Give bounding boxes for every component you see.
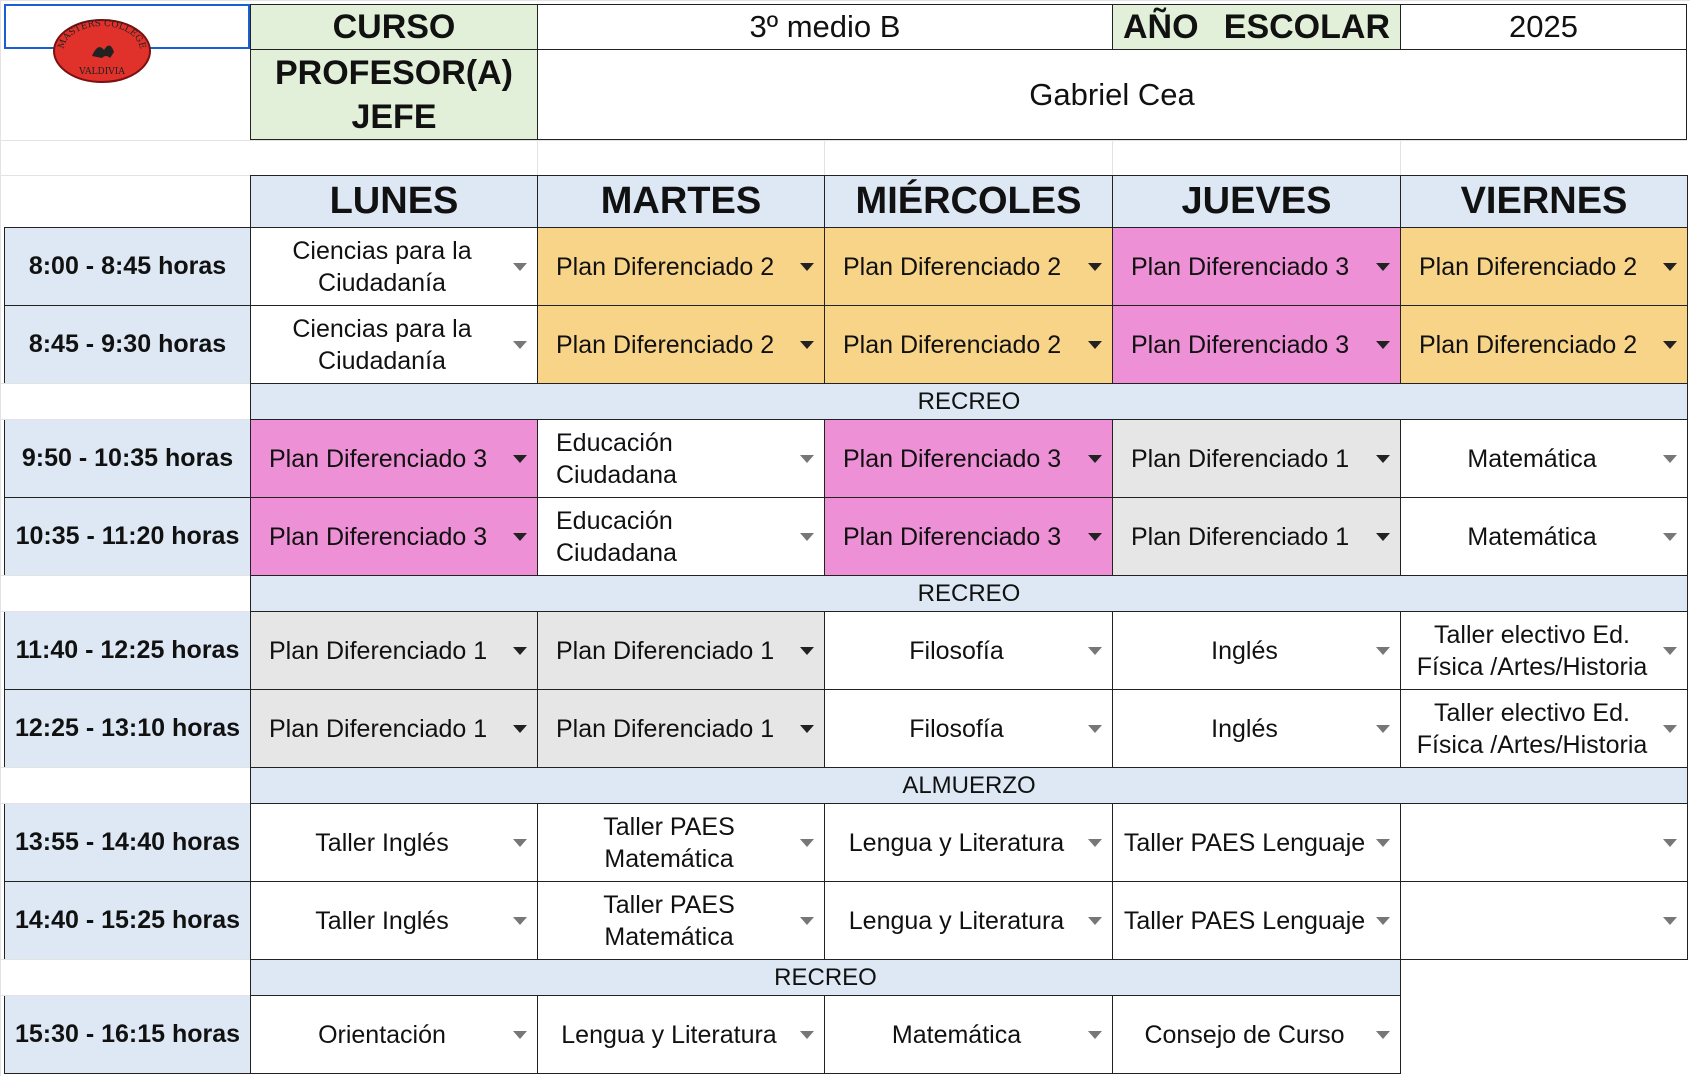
dropdown-chevron-icon[interactable] xyxy=(800,1031,814,1039)
subject-dropdown-cell[interactable] xyxy=(1400,611,1688,690)
subject-dropdown-cell[interactable] xyxy=(824,419,1113,498)
subject-dropdown-cell[interactable] xyxy=(1112,305,1401,384)
curso-label: CURSO xyxy=(250,4,538,50)
subject-label: Plan Diferenciado 1 xyxy=(269,636,488,665)
subject-label: Lengua y Literatura xyxy=(848,828,1065,857)
subject-dropdown-cell[interactable] xyxy=(250,689,538,768)
dropdown-chevron-icon[interactable] xyxy=(1088,917,1102,925)
subject-label: Consejo de Curso xyxy=(1144,1020,1345,1049)
subject-label: Plan Diferenciado 3 xyxy=(843,444,1062,473)
subject-dropdown-cell[interactable] xyxy=(824,305,1113,384)
ano-escolar-label xyxy=(1112,4,1401,50)
subject-dropdown-cell[interactable] xyxy=(537,227,825,306)
subject-label: Orientación xyxy=(318,1020,446,1049)
subject-dropdown-cell[interactable] xyxy=(1400,419,1688,498)
subject-dropdown-cell[interactable] xyxy=(1400,227,1688,306)
dropdown-chevron-icon[interactable] xyxy=(1088,1031,1102,1039)
time-slot: 13:55 - 14:40 horas xyxy=(4,803,251,882)
subject-label: Plan Diferenciado 2 xyxy=(843,252,1062,281)
subject-dropdown-cell[interactable] xyxy=(537,305,825,384)
dropdown-chevron-icon[interactable] xyxy=(1376,533,1390,541)
dropdown-chevron-icon[interactable] xyxy=(800,647,814,655)
subject-label: Plan Diferenciado 3 xyxy=(1131,330,1350,359)
dropdown-chevron-icon[interactable] xyxy=(513,533,527,541)
subject-dropdown-cell[interactable] xyxy=(1400,689,1688,768)
subject-label: Taller electivo Ed. Física /Artes/Historia xyxy=(1416,620,1648,681)
subject-label: Plan Diferenciado 1 xyxy=(1131,522,1350,551)
subject-label: Plan Diferenciado 1 xyxy=(556,636,775,665)
subject-dropdown-cell[interactable] xyxy=(1112,803,1401,882)
subject-dropdown-cell[interactable] xyxy=(1400,497,1688,576)
subject-label: Filosofía xyxy=(909,636,1004,665)
subject-label: Matemática xyxy=(891,1020,1022,1049)
subject-dropdown-cell[interactable] xyxy=(250,881,538,960)
subject-label: Plan Diferenciado 3 xyxy=(269,522,488,551)
dropdown-chevron-icon[interactable] xyxy=(1376,647,1390,655)
subject-label: Taller PAES Matemática xyxy=(603,890,735,951)
subject-label: Taller PAES Lenguaje xyxy=(1123,828,1366,857)
subject-label: Plan Diferenciado 2 xyxy=(556,252,775,281)
dropdown-chevron-icon[interactable] xyxy=(1376,917,1390,925)
dropdown-chevron-icon[interactable] xyxy=(1663,533,1677,541)
subject-label: Plan Diferenciado 1 xyxy=(556,714,775,743)
subject-label: Matemática xyxy=(1467,522,1597,551)
dropdown-chevron-icon[interactable] xyxy=(513,341,527,349)
dropdown-chevron-icon[interactable] xyxy=(1663,917,1677,925)
subject-label: Lengua y Literatura xyxy=(848,906,1065,935)
subject-dropdown-cell[interactable] xyxy=(1112,689,1401,768)
profesor-value[interactable]: Gabriel Cea xyxy=(537,49,1687,140)
subject-label: Plan Diferenciado 3 xyxy=(843,522,1062,551)
dropdown-chevron-icon[interactable] xyxy=(513,725,527,733)
school-logo xyxy=(52,18,152,84)
subject-dropdown-cell[interactable] xyxy=(250,419,538,498)
subject-dropdown-cell[interactable] xyxy=(537,419,825,498)
dropdown-chevron-icon[interactable] xyxy=(800,533,814,541)
time-slot: 12:25 - 13:10 horas xyxy=(4,689,251,768)
subject-dropdown-cell[interactable] xyxy=(824,803,1113,882)
subject-dropdown-cell[interactable] xyxy=(824,227,1113,306)
subject-label: Plan Diferenciado 3 xyxy=(1131,252,1350,281)
dropdown-chevron-icon[interactable] xyxy=(513,647,527,655)
subject-dropdown-cell[interactable] xyxy=(250,995,538,1074)
subject-label: Plan Diferenciado 2 xyxy=(1419,252,1638,281)
subject-dropdown-cell[interactable] xyxy=(537,881,825,960)
subject-dropdown-cell[interactable] xyxy=(824,881,1113,960)
dropdown-chevron-icon[interactable] xyxy=(1088,533,1102,541)
subject-dropdown-cell[interactable] xyxy=(250,305,538,384)
day-header-1: MARTES xyxy=(537,175,825,228)
dropdown-chevron-icon[interactable] xyxy=(1376,263,1390,271)
subject-label: Inglés xyxy=(1211,714,1278,743)
dropdown-chevron-icon[interactable] xyxy=(1088,341,1102,349)
dropdown-chevron-icon[interactable] xyxy=(513,455,527,463)
subject-dropdown-cell[interactable] xyxy=(537,611,825,690)
subject-dropdown-cell[interactable] xyxy=(250,227,538,306)
jefe-label: JEFE xyxy=(351,97,437,136)
subject-dropdown-cell[interactable] xyxy=(1112,227,1401,306)
dropdown-chevron-icon[interactable] xyxy=(1088,647,1102,655)
subject-dropdown-cell[interactable] xyxy=(1112,995,1401,1074)
subject-dropdown-cell[interactable] xyxy=(1112,881,1401,960)
subject-dropdown-cell[interactable] xyxy=(250,803,538,882)
subject-dropdown-cell[interactable] xyxy=(824,611,1113,690)
break-band-recreo-1: RECREO xyxy=(250,383,1688,420)
subject-label: Taller electivo Ed. Física /Artes/Historia xyxy=(1416,698,1648,759)
dropdown-chevron-icon[interactable] xyxy=(800,341,814,349)
break-band-recreo-2: RECREO xyxy=(250,575,1688,612)
subject-label: Plan Diferenciado 1 xyxy=(269,714,488,743)
subject-dropdown-cell[interactable] xyxy=(1400,803,1688,882)
logo-text-bottom: VALDIVIA xyxy=(79,67,125,77)
dropdown-chevron-icon[interactable] xyxy=(513,263,527,271)
dropdown-chevron-icon[interactable] xyxy=(800,263,814,271)
subject-dropdown-cell[interactable] xyxy=(250,611,538,690)
subject-label: Plan Diferenciado 1 xyxy=(1131,444,1350,473)
subject-dropdown-cell[interactable] xyxy=(824,497,1113,576)
day-header-2: MIÉRCOLES xyxy=(824,175,1113,228)
time-slot: 15:30 - 16:15 horas xyxy=(4,995,251,1074)
subject-label: Ciencias para la Ciudadanía xyxy=(292,236,472,297)
profesor-jefe-label xyxy=(250,49,538,140)
ano-label: AÑO xyxy=(1123,7,1199,46)
subject-label: Taller Inglés xyxy=(315,828,449,857)
escolar-label: ESCOLAR xyxy=(1223,7,1390,46)
dropdown-chevron-icon[interactable] xyxy=(1088,839,1102,847)
dropdown-chevron-icon[interactable] xyxy=(1088,455,1102,463)
subject-label: Plan Diferenciado 3 xyxy=(269,444,488,473)
subject-dropdown-cell[interactable] xyxy=(1400,881,1688,960)
time-slot: 14:40 - 15:25 horas xyxy=(4,881,251,960)
subject-dropdown-cell[interactable] xyxy=(1112,497,1401,576)
curso-value[interactable]: 3º medio B xyxy=(537,4,1113,50)
time-slot: 8:45 - 9:30 horas xyxy=(4,305,251,384)
subject-dropdown-cell[interactable] xyxy=(537,803,825,882)
dropdown-chevron-icon[interactable] xyxy=(800,455,814,463)
dropdown-chevron-icon[interactable] xyxy=(1376,839,1390,847)
subject-label: Plan Diferenciado 2 xyxy=(1419,330,1638,359)
dropdown-chevron-icon[interactable] xyxy=(800,917,814,925)
subject-label: Taller PAES Matemática xyxy=(603,812,735,873)
dropdown-chevron-icon[interactable] xyxy=(513,839,527,847)
subject-label: Educación Ciudadana xyxy=(556,506,677,567)
subject-label: Ciencias para la Ciudadanía xyxy=(292,314,472,375)
subject-label: Filosofía xyxy=(909,714,1004,743)
time-slot: 11:40 - 12:25 horas xyxy=(4,611,251,690)
ano-value[interactable]: 2025 xyxy=(1400,4,1687,50)
subject-dropdown-cell[interactable] xyxy=(1112,419,1401,498)
time-slot: 9:50 - 10:35 horas xyxy=(4,419,251,498)
time-slot: 8:00 - 8:45 horas xyxy=(4,227,251,306)
dropdown-chevron-icon[interactable] xyxy=(513,917,527,925)
dropdown-chevron-icon[interactable] xyxy=(1663,725,1677,733)
dropdown-chevron-icon[interactable] xyxy=(1376,1031,1390,1039)
subject-label: Matemática xyxy=(1467,444,1597,473)
subject-label: Plan Diferenciado 2 xyxy=(556,330,775,359)
subject-dropdown-cell[interactable] xyxy=(537,689,825,768)
subject-label: Inglés xyxy=(1211,636,1278,665)
subject-label: Plan Diferenciado 2 xyxy=(843,330,1062,359)
dropdown-chevron-icon[interactable] xyxy=(1663,263,1677,271)
logo-text-top: MASTERS COLLEGE xyxy=(56,18,148,51)
subject-dropdown-cell[interactable] xyxy=(824,689,1113,768)
profesor-label: PROFESOR(A) xyxy=(275,53,513,92)
dropdown-chevron-icon[interactable] xyxy=(1663,839,1677,847)
subject-label: Taller Inglés xyxy=(315,906,449,935)
dropdown-chevron-icon[interactable] xyxy=(1088,725,1102,733)
subject-label: Educación Ciudadana xyxy=(556,428,677,489)
break-band-recreo-3: RECREO xyxy=(250,959,1401,996)
dropdown-chevron-icon[interactable] xyxy=(1376,725,1390,733)
dropdown-chevron-icon[interactable] xyxy=(800,725,814,733)
subject-dropdown-cell[interactable] xyxy=(537,497,825,576)
subject-dropdown-cell[interactable] xyxy=(1112,611,1401,690)
dropdown-chevron-icon[interactable] xyxy=(800,839,814,847)
dropdown-chevron-icon[interactable] xyxy=(1663,341,1677,349)
time-slot: 10:35 - 11:20 horas xyxy=(4,497,251,576)
subject-dropdown-cell[interactable] xyxy=(250,497,538,576)
subject-dropdown-cell[interactable] xyxy=(1400,305,1688,384)
subject-label: Taller PAES Lenguaje xyxy=(1123,906,1366,935)
dropdown-chevron-icon[interactable] xyxy=(1663,647,1677,655)
dropdown-chevron-icon[interactable] xyxy=(513,1031,527,1039)
subject-label: Lengua y Literatura xyxy=(561,1020,777,1049)
dropdown-chevron-icon[interactable] xyxy=(1376,341,1390,349)
day-header-3: JUEVES xyxy=(1112,175,1401,228)
dropdown-chevron-icon[interactable] xyxy=(1376,455,1390,463)
break-band-almuerzo: ALMUERZO xyxy=(250,767,1688,804)
dropdown-chevron-icon[interactable] xyxy=(1663,455,1677,463)
day-header-4: VIERNES xyxy=(1400,175,1688,228)
dropdown-chevron-icon[interactable] xyxy=(1088,263,1102,271)
subject-dropdown-cell[interactable] xyxy=(537,995,825,1074)
subject-dropdown-cell[interactable] xyxy=(824,995,1113,1074)
day-header-0: LUNES xyxy=(250,175,538,228)
